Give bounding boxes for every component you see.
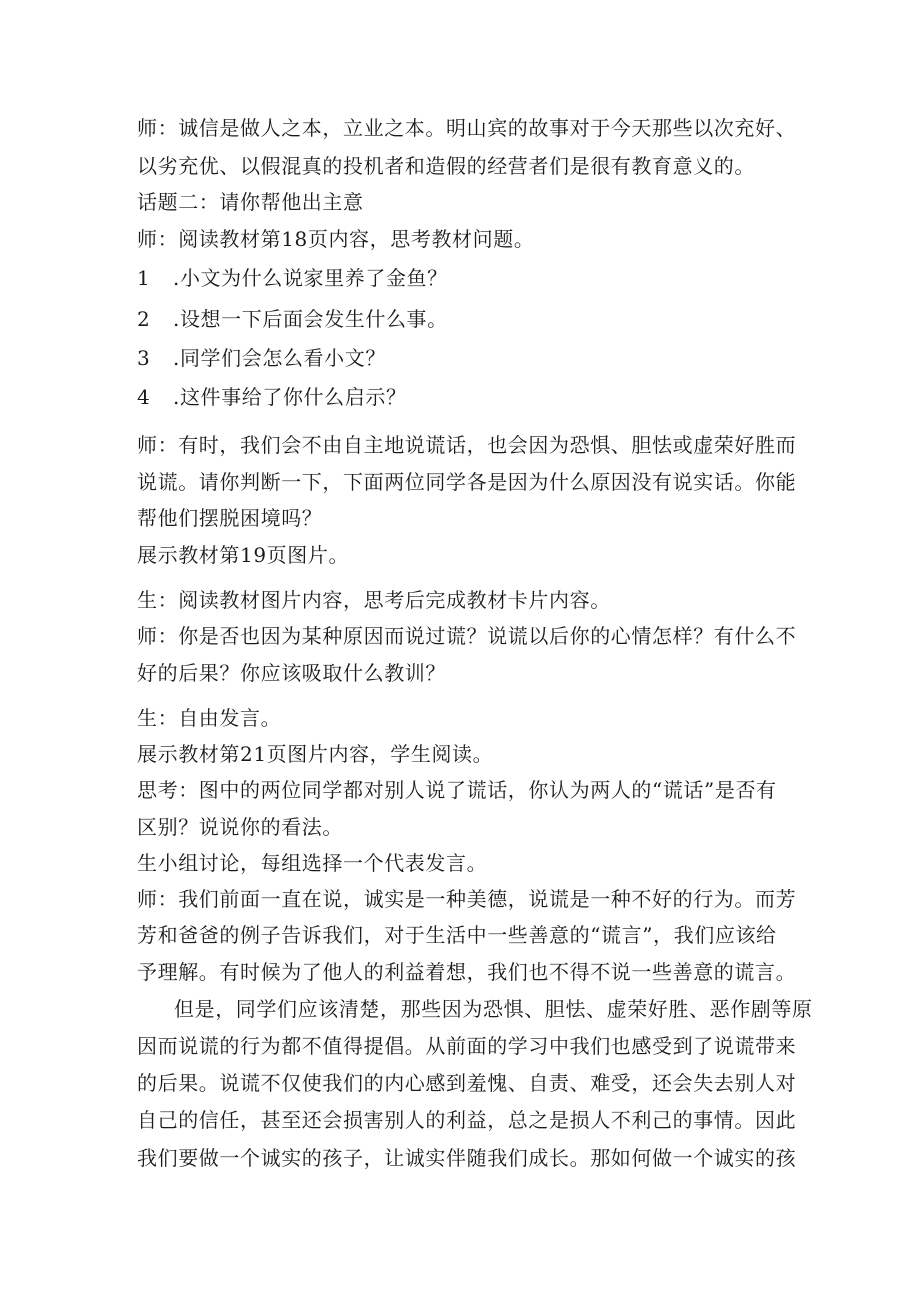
paragraph-line: 以劣充优、以假混真的投机者和造假的经营者们是很有教育意义的。: [137, 154, 755, 178]
paragraph-line: 师：诚信是做人之本，立业之本。明山宾的故事对于今天那些以次充好、: [137, 116, 797, 140]
list-number: 1: [137, 266, 151, 290]
list-item: [137, 345, 386, 371]
section-heading: 话题二：请你帮他出主意: [137, 190, 364, 214]
paragraph-line: 予理解。有时候为了他人的利益着想，我们也不得不说一些善意的谎言。: [137, 960, 797, 984]
paragraph-line: 我们要做一个诚实的孩子，让诚实伴随我们成长。那如何做一个诚实的孩: [137, 1146, 797, 1170]
paragraph-line: 生：自由发言。: [137, 706, 282, 730]
paragraph-line: 但是，同学们应该清楚，那些因为恐惧、胆怯、虚荣好胜、恶作剧等原: [174, 997, 813, 1021]
list-text: .同学们会怎么看小文？: [173, 346, 386, 370]
paragraph-line: 思考：图中的两位同学都对别人说了谎话，你认为两人的“谎话”是否有: [137, 778, 777, 802]
list-number: 3: [137, 346, 151, 370]
paragraph-line: 师：你是否也因为某种原因而说过谎？说谎以后你的心情怎样？有什么不: [137, 624, 797, 648]
list-item: [137, 265, 448, 291]
list-item: [137, 384, 407, 410]
paragraph-line: 好的后果？你应该吸取什么教训？: [137, 661, 446, 685]
paragraph-line: 师：有时，我们会不由自主地说谎话，也会因为恐惧、胆怯或虚荣好胜而: [137, 433, 797, 457]
paragraph-line: 说谎。请你判断一下，下面两位同学各是因为什么原因没有说实话。你能: [137, 470, 797, 494]
list-text: .这件事给了你什么启示？: [173, 385, 407, 409]
paragraph-line: 自己的信任，甚至还会损害别人的利益，总之是损人不利己的事情。因此: [137, 1108, 797, 1132]
paragraph-line: 生：阅读教材图片内容，思考后完成教材卡片内容。: [137, 588, 611, 612]
paragraph-line: 的后果。说谎不仅使我们的内心感到羞愧、自责、难受，还会失去别人对: [137, 1071, 797, 1095]
list-number: 4: [137, 385, 151, 409]
list-text: .设想一下后面会发生什么事。: [173, 307, 448, 331]
paragraph-line: 生小组讨论，每组选择一个代表发言。: [137, 851, 488, 875]
list-text: .小文为什么说家里养了金鱼？: [173, 266, 448, 290]
paragraph-line: 师：我们前面一直在说，诚实是一种美德，说谎是一种不好的行为。而芳: [137, 887, 797, 911]
paragraph-line: 芳和爸爸的例子告诉我们，对于生活中一些善意的“谎言”，我们应该给: [137, 923, 777, 947]
paragraph-line: 展示教材第19页图片。: [137, 543, 350, 567]
paragraph-line: 区别？说说你的看法。: [137, 815, 343, 839]
paragraph-line: 师：阅读教材第18页内容，思考教材问题。: [137, 227, 535, 251]
paragraph-line: 帮他们摆脱困境吗？: [137, 506, 323, 530]
paragraph-line: 因而说谎的行为都不值得提倡。从前面的学习中我们也感受到了说谎带来: [137, 1034, 797, 1058]
paragraph-line: 展示教材第21页图片内容，学生阅读。: [137, 742, 494, 766]
list-item: [137, 306, 448, 332]
list-number: 2: [137, 307, 151, 331]
